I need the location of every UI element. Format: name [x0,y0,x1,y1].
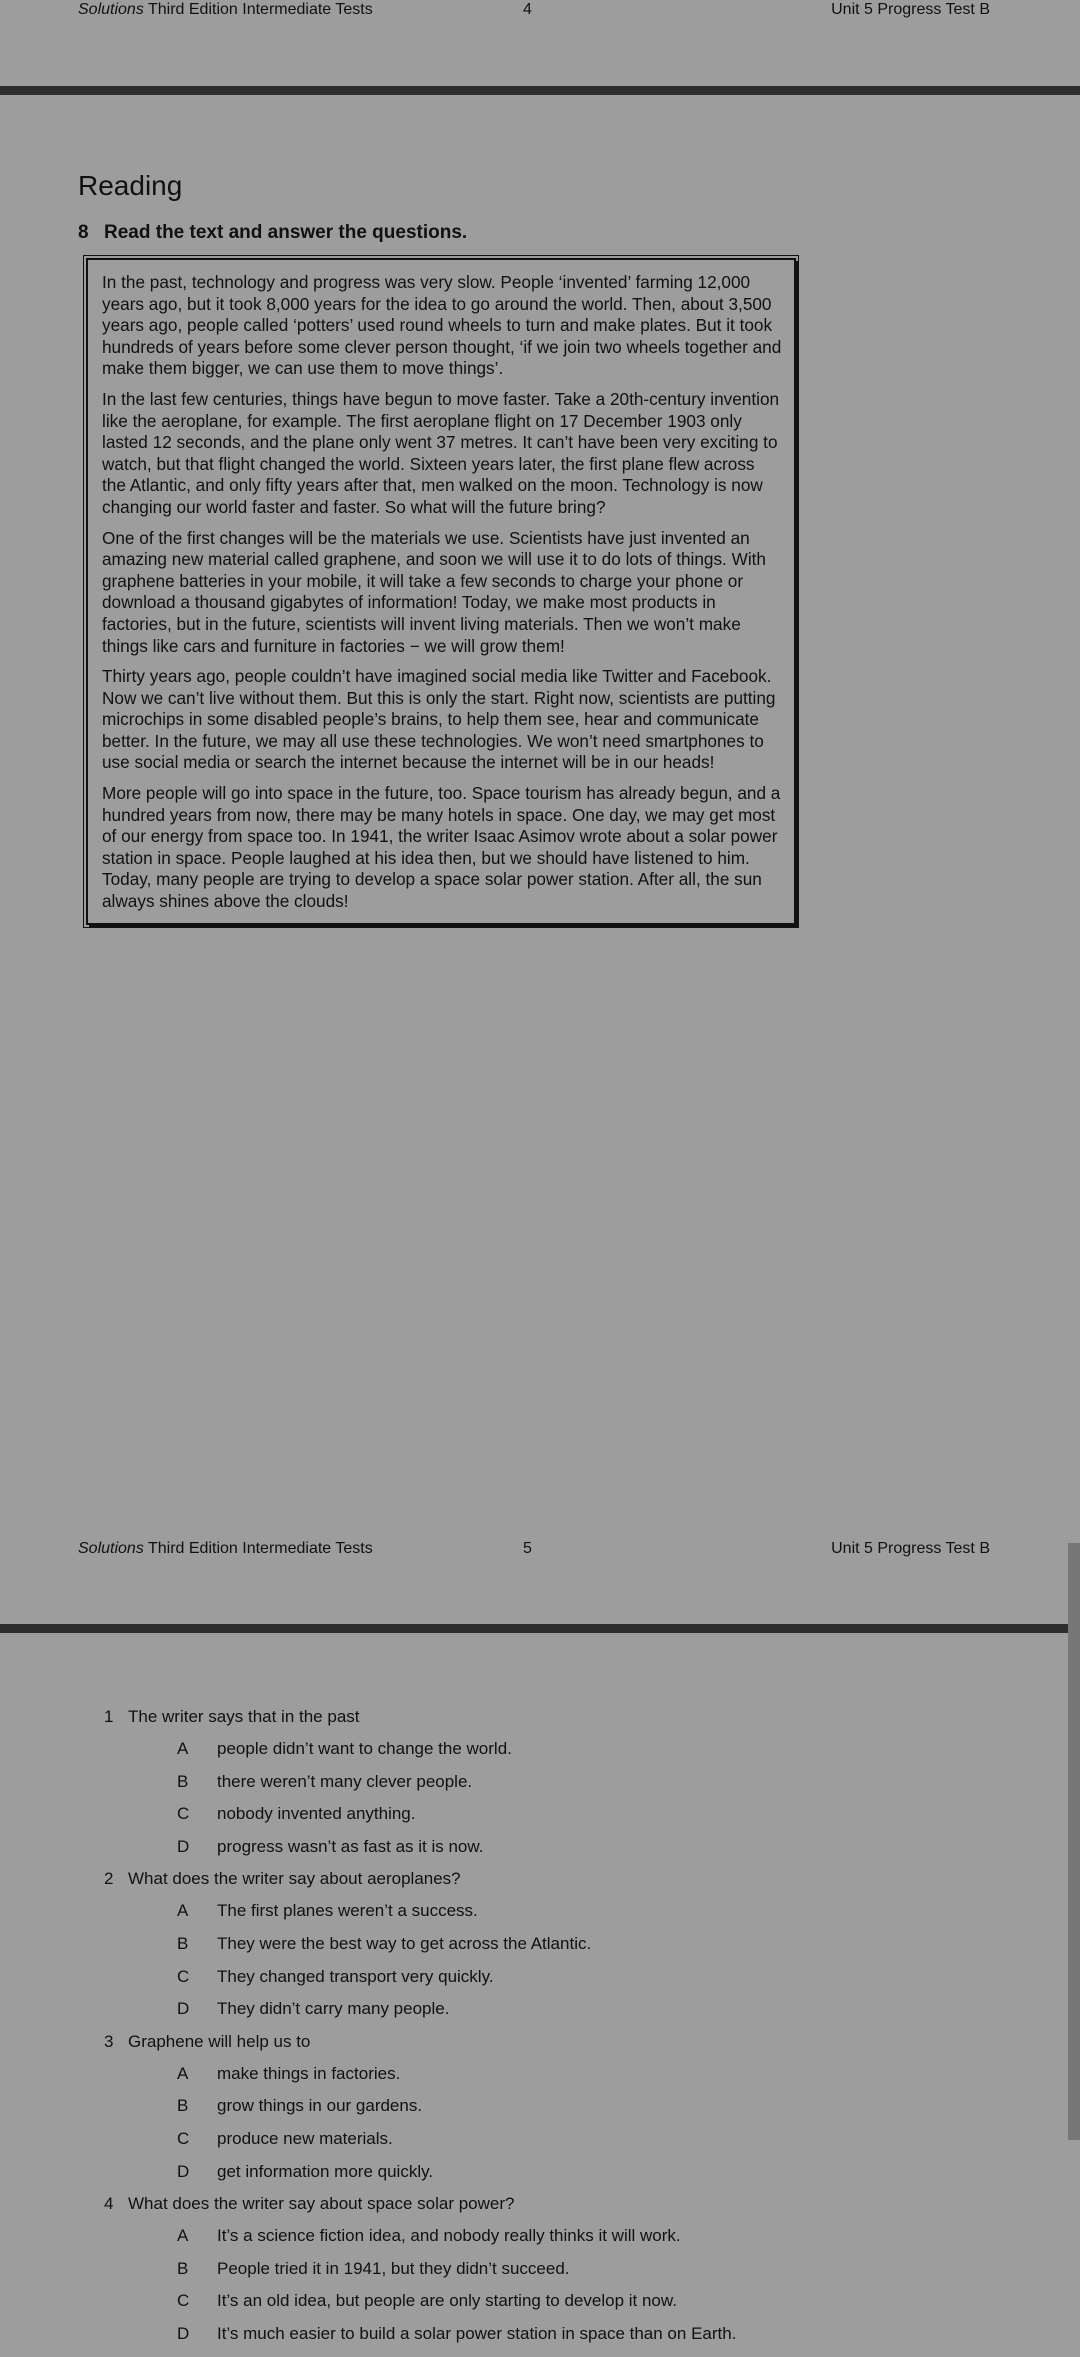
option-letter: C [177,1966,190,1986]
option-letter: A [177,2226,189,2246]
answer-option[interactable] [104,2259,1004,2279]
option-letter: D [177,2161,190,2181]
option-text: The first planes weren’t a success. [217,1901,478,1921]
question-text: Graphene will help us to [128,2031,311,2051]
option-text: get information more quickly. [217,2161,434,2181]
answer-option[interactable] [104,1967,1004,1987]
answer-option[interactable] [104,2129,1004,2149]
exercise-instruction [78,222,467,244]
option-text: It’s much easier to build a solar power station in space than on Earth. [217,2323,737,2343]
option-text: produce new materials. [217,2128,393,2148]
answer-option[interactable] [104,1804,1004,1824]
answer-option[interactable] [104,2226,1004,2246]
header-title-rest: Third Edition Intermediate Tests [143,1,373,18]
question-list [104,1707,1004,2357]
answer-option[interactable] [104,1901,1004,1921]
section-title: Reading [78,170,183,201]
answer-option[interactable] [104,2324,1004,2344]
page-divider [0,1624,1080,1633]
answer-option[interactable] [104,2064,1004,2084]
option-letter: A [177,1739,189,1758]
option-text: grow things in our gardens. [217,2096,423,2116]
question-item [104,2032,1004,2182]
option-text: They changed transport very quickly. [217,1966,494,1986]
question-item [104,1707,1004,1857]
option-letter: C [177,2291,190,2311]
header-title-italic: Solutions [78,1,144,18]
scrollbar-thumb[interactable] [1068,1543,1080,2140]
exercise-number: 8 [78,222,89,243]
answer-option[interactable] [104,1999,1004,2019]
answer-option[interactable] [104,1934,1004,1954]
question-number: 1 [104,1707,114,1726]
header-title [78,1539,373,1559]
option-text: there weren’t many clever people. [217,1771,473,1791]
option-letter: B [177,2258,189,2278]
option-letter: A [177,2063,189,2083]
option-letter: D [177,2323,190,2343]
question-stem [104,1869,1004,1889]
option-letter: B [177,2096,189,2116]
option-text: They didn’t carry many people. [217,1999,450,2019]
answer-option[interactable] [104,1739,1004,1759]
option-text: It’s an old idea, but people are only starting to develop it now. [217,2291,677,2311]
option-text: It’s a science fiction idea, and nobody really thinks it will work. [217,2226,681,2246]
question-text: The writer says that in the past [128,1707,360,1726]
header-test-name: Unit 5 Progress Test B [831,1540,990,1557]
answer-option[interactable] [104,2162,1004,2182]
question-text: What does the writer say about space solar power? [128,2194,515,2214]
option-letter: A [177,1901,189,1921]
option-text: progress wasn’t as fast as it is now. [217,1836,484,1856]
question-item [104,2194,1004,2344]
option-text: make things in factories. [217,2063,401,2083]
answer-option[interactable] [104,1837,1004,1857]
option-text: People tried it in 1941, but they didn’t succeed. [217,2258,570,2278]
option-letter: D [177,1999,190,2019]
option-text: people didn’t want to change the world. [217,1739,512,1758]
answer-option[interactable] [104,1772,1004,1792]
paragraph: More people will go into space in the future, too. Space tourism has already begun, and a hundred years from now, there may be many hotels in space. One day, we may get most of our energy from space too. In 1941, the writer Isaac Asimov wrote about a solar power station in space. People laughed at his idea then, but we should have listened to him. Today, many people are trying to develop a space solar power station. After all, the sun always shines above the clouds! [102,783,781,912]
paragraph: One of the first changes will be the materials we use. Scientists have just invented an amazing new material called graphene, and soon we will use it to do lots of things. With graphene batteries in your mobile, it will take a few seconds to charge your phone or download a thousand gigabytes of information! Today, we make most products in factories, but in the future, scientists will invent living materials. Then we won’t make things like cars and furniture in factories − we will grow them! [102,527,766,656]
option-letter: B [177,1771,189,1791]
instruction-text: Read the text and answer the questions. [104,222,468,243]
option-letter: B [177,1933,189,1953]
question-stem [104,2194,1004,2214]
answer-option[interactable] [104,2291,1004,2311]
option-letter: D [177,1836,190,1856]
option-text: nobody invented anything. [217,1804,416,1824]
option-letter: C [177,1804,190,1824]
question-text: What does the writer say about aeroplanes? [128,1869,461,1889]
answer-option[interactable] [104,2096,1004,2116]
paragraph: In the past, technology and progress was very slow. People ‘invented’ farming 12,000 years ago, but it took 8,000 years for the idea to go around the world. Then, about 3,500 years ago, people called ‘potters’ used round wheels to turn and make plates. But it took hundreds of years before some clever person thought, ‘if we join two wheels together and make them bigger, we can use them to move things’. [102,272,782,379]
question-stem [104,2032,1004,2052]
question-number: 3 [104,2031,114,2051]
page-divider [0,86,1080,95]
question-number: 2 [104,1869,114,1889]
header-title-italic: Solutions [78,1540,144,1557]
paragraph: Thirty years ago, people couldn’t have imagined social media like Twitter and Facebook. Now we can’t live without them. But this is only the start. Right now, scientists are putting microchips in some disabled people’s brains, to help them see, hear and communicate better. In the future, we may all use these technologies. We won’t need smartphones to use social media or search the internet because the internet will be in our heads! [102,666,776,773]
question-stem [104,1707,1004,1727]
header-test-name: Unit 5 Progress Test B [831,1,990,18]
header-page-number: 4 [523,1,532,18]
option-text: They were the best way to get across the Atlantic. [217,1933,592,1953]
header-title-rest: Third Edition Intermediate Tests [143,1540,373,1557]
option-letter: C [177,2128,190,2148]
question-item [104,1869,1004,2019]
header-page-number: 5 [523,1540,532,1557]
question-number: 4 [104,2194,114,2214]
paragraph: In the last few centuries, things have begun to move faster. Take a 20th-century invention like the aeroplane, for example. The first aeroplane flight on 17 December 1903 only lasted 12 seconds, and the plane only went 37 metres. It can’t have been very exciting to watch, but that flight changed the world. Sixteen years later, the first plane flew across the Atlantic, and only fifty years after that, men walked on the moon. Technology is now changing our world faster and faster. So what will the future bring? [102,388,780,517]
reading-text-box [86,258,796,925]
header-title [78,0,373,20]
